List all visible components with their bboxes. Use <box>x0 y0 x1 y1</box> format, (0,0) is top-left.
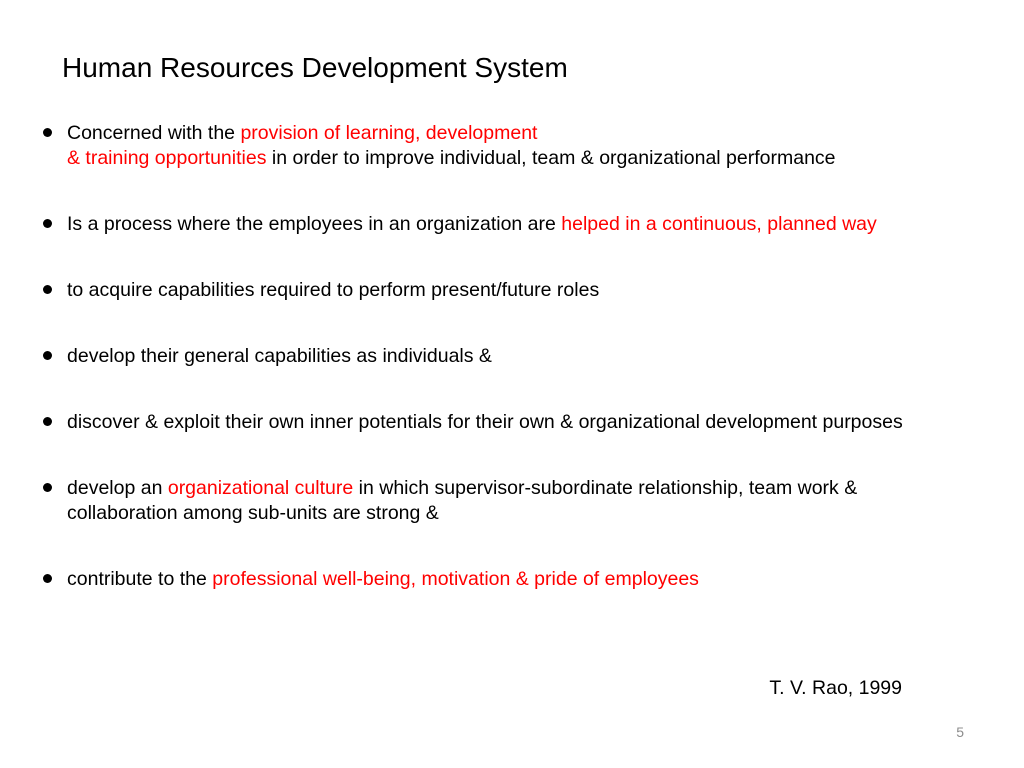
bullet-item <box>36 567 966 592</box>
bullet-text: contribute to the <box>67 568 213 590</box>
bullet-text: develop an <box>67 477 168 499</box>
bullet-icon <box>43 574 52 583</box>
bullet-icon <box>43 351 52 360</box>
bullet-text: Concerned with the <box>67 122 241 144</box>
bullet-highlight: provision of learning, development <box>240 122 538 144</box>
bullet-icon <box>43 417 52 426</box>
bullet-item <box>36 476 966 526</box>
bullet-item <box>36 121 966 171</box>
bullet-highlight: organizational culture <box>167 477 354 499</box>
bullet-highlight: helped in a continuous, planned way <box>561 213 877 235</box>
bullet-icon <box>43 128 52 137</box>
bullet-text: in which supervisor-subordinate relationship, team work & collaboration among sub-units are strong & <box>67 477 858 524</box>
slide-title: Human Resources Development System <box>62 52 568 83</box>
bullet-text: in order to improve individual, team & organizational performance <box>266 147 836 169</box>
page-number: 5 <box>956 724 964 740</box>
bullet-item <box>36 410 966 435</box>
bullet-text: Is a process where the employees in an organization are <box>67 213 562 235</box>
citation: T. V. Rao, 1999 <box>769 677 902 699</box>
bullet-icon <box>43 219 52 228</box>
bullet-text: to acquire capabilities required to perform present/future roles <box>67 279 600 301</box>
bullet-item <box>36 278 966 303</box>
bullet-highlight: professional well-being, motivation & pride of employees <box>212 568 699 590</box>
bullet-icon <box>43 285 52 294</box>
bullet-text: discover & exploit their own inner potentials for their own & organizational development purposes <box>67 411 903 433</box>
bullet-item <box>36 344 966 369</box>
bullet-highlight: & training opportunities <box>67 147 267 169</box>
bullet-icon <box>43 483 52 492</box>
bullet-text: develop their general capabilities as individuals & <box>67 345 492 367</box>
bullet-list <box>36 121 966 592</box>
bullet-item <box>36 212 966 237</box>
